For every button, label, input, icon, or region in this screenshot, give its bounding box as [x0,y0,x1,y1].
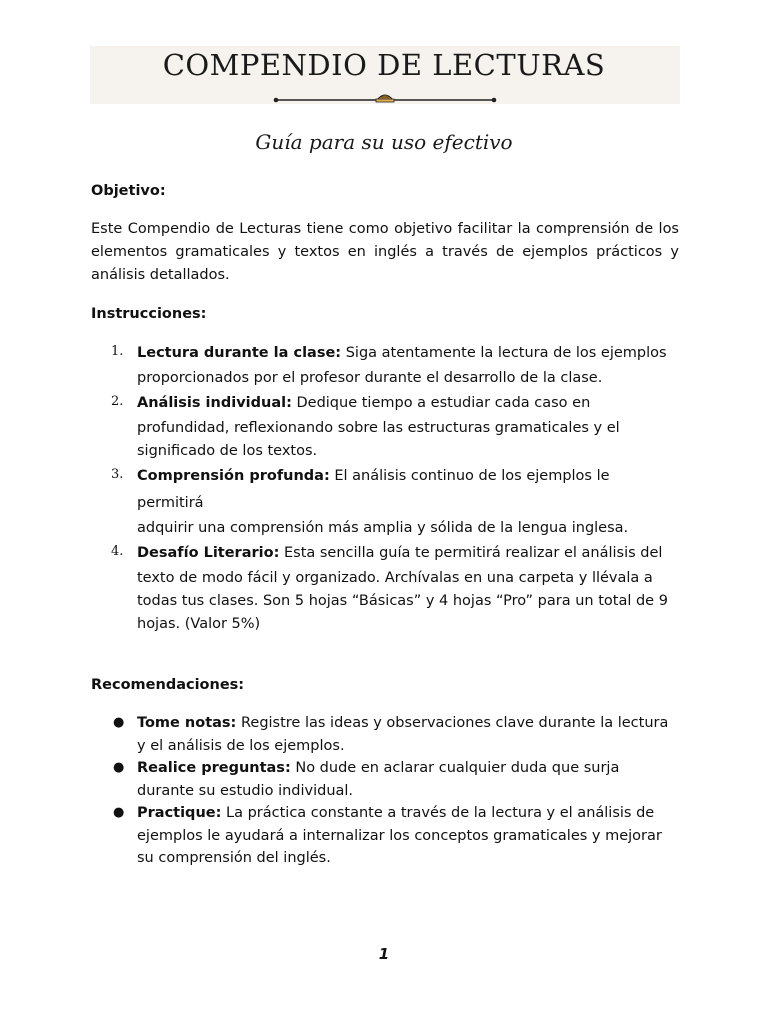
objective-heading: Objetivo: [91,183,166,199]
instruction-text: Siga atentamente la lectura de los ejemplos [341,345,667,361]
instruction-text-cont: texto de modo fácil y organizado. Archívalas en una carpeta y llévala a todas tus clases. Son 5 hojas “Básicas” y 4 hojas “Pro” para un total de 9 hojas. (Valor 5%) [137,570,668,632]
recommendation-item [91,712,679,757]
instruction-text: Esta sencilla guía te permitirá realizar el análisis del [279,545,663,561]
instruction-label: Desafío Literario: [137,545,280,561]
recommendation-label: Realice preguntas: [137,760,291,776]
instruction-number: 4. [111,544,124,559]
divider-left-dot [274,98,279,103]
instruction-label: Lectura durante la clase: [137,345,342,361]
instruction-text: El análisis continuo de los ejemplos le permitirá [137,468,610,511]
instruction-item [91,390,679,463]
bullet-icon: ● [113,715,125,730]
page-subtitle: Guía para su uso efectivo [255,130,513,154]
instruction-number: 3. [111,467,124,482]
recommendation-item [91,757,679,802]
instruction-label: Comprensión profunda: [137,468,330,484]
instructions-list [91,340,679,636]
recommendations-list [91,712,679,870]
recommendation-label: Tome notas: [137,715,237,731]
page-title: COMPENDIO DE LECTURAS [162,48,606,82]
divider-ornament [272,90,498,108]
instruction-item [91,540,679,636]
instruction-number: 2. [111,394,124,409]
recommendation-item [91,802,679,870]
document-body [91,180,679,870]
page-number: 1 [378,945,390,963]
instruction-text-cont: profundidad, reflexionando sobre las estructuras gramaticales y el significado de los textos. [137,420,620,459]
divider-right-dot [492,98,497,103]
dome-ornament-icon [376,95,394,102]
instruction-text: Dedique tiempo a estudiar cada caso en [291,395,591,411]
instruction-label: Análisis individual: [137,395,292,411]
recommendation-text: La práctica constante a través de la lectura y el análisis de ejemplos le ayudará a internalizar los conceptos gramaticales y mejorar su comprensión del inglés. [137,805,662,866]
instruction-item [91,463,679,540]
recommendation-text: No dude en aclarar cualquier duda que surja durante su estudio individual. [137,760,620,799]
recommendations-heading: Recomendaciones: [91,677,245,693]
bullet-icon: ● [113,760,125,775]
instruction-text-cont: proporcionados por el profesor durante el desarrollo de la clase. [137,370,603,386]
recommendation-label: Practique: [137,805,222,821]
instructions-heading: Instrucciones: [91,306,207,322]
instruction-item [91,340,679,390]
recommendation-text: Registre las ideas y observaciones clave durante la lectura y el análisis de los ejemplos. [137,715,669,754]
objective-text: Este Compendio de Lecturas tiene como objetivo facilitar la comprensión de los elementos gramaticales y textos en inglés a través de ejemplos prácticos y análisis detallados. [91,221,679,283]
bullet-icon: ● [113,805,125,820]
instruction-number: 1. [111,344,124,359]
instruction-text-cont: adquirir una comprensión más amplia y sólida de la lengua inglesa. [137,520,629,536]
